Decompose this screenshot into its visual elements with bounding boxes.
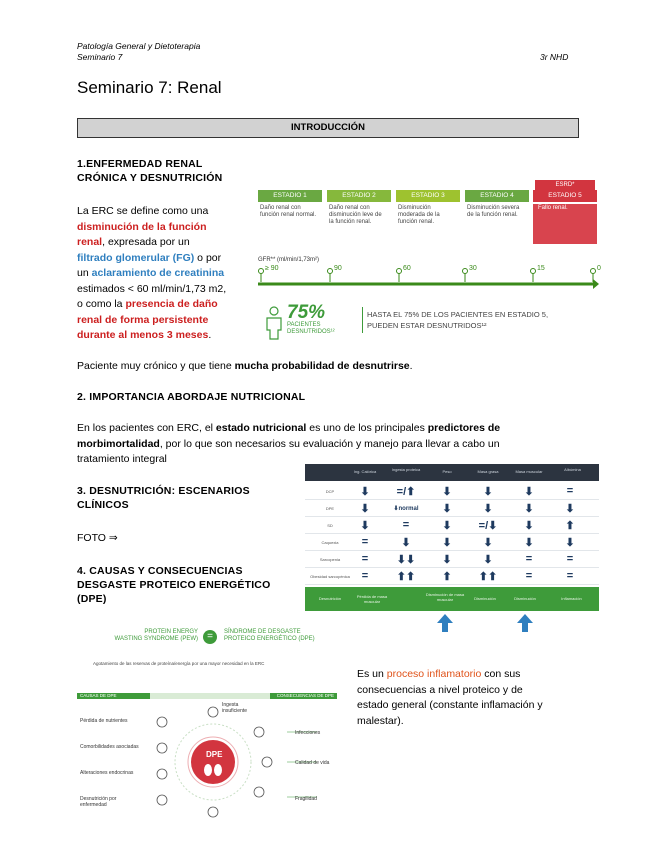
table-row-label: DPE [325, 506, 335, 511]
sec2-title: 2. IMPORTANCIA ABORDAJE NUTRICIONAL [77, 391, 306, 403]
table-cell: ⬆⬆ [396, 571, 416, 583]
sec1-paragraph: La ERC se define como una disminución de la función renal, expresada por un filtrado glomerular (FG) o por un aclaramiento de creatinina estimados < 60 ml/min/1,73 m2, o como la presencia de daño renal de forma persistente durante al menos 3 meses. [77, 205, 227, 341]
dpe-center-label: DPE [206, 750, 223, 759]
table-cell: ⬇ [483, 537, 493, 549]
sec3-title: 3. DESNUTRICIÓN: ESCENARIOS CLÍNICOS [77, 485, 250, 511]
table-cell: ⬇ [524, 520, 534, 532]
table-row [305, 567, 599, 568]
table-cell: =/⬇ [478, 520, 498, 532]
table-cell: ⬇ [442, 554, 452, 566]
table-row-label: Sarcopenia [319, 557, 341, 562]
sec2-paragraph: En los pacientes con ERC, el estado nutricional es uno de los principales predictores de morbimortalidad, por lo que son necesarios su evaluación y manejo para llevar a cabo un tratamiento integral [77, 422, 501, 465]
dpe-consequence: Fragilidad [295, 796, 317, 802]
gfr-label: GFR** (ml/min/1,73m²) [258, 257, 320, 263]
equals-icon: = [203, 630, 217, 644]
table-cell: ⬆ [565, 520, 575, 532]
table-cell: ⬇ [565, 503, 575, 515]
sec1-title: 1.ENFERMEDAD RENAL CRÓNICA Y DESNUTRICIÓN [77, 158, 223, 184]
stage-3-desc: Disminución moderada de la función renal. [398, 205, 440, 225]
gfr-tick: 90 [334, 265, 342, 272]
table-footer-cell: Disminución [474, 596, 496, 601]
table-cell: = [402, 519, 410, 531]
table-row-label: DCP [325, 489, 335, 494]
table-row [305, 516, 599, 517]
dpe-right-header: CONSECUENCIAS DE DPE [270, 693, 337, 699]
dpe-cause: Pérdida de nutrientes [80, 718, 128, 724]
table-cell: ⬆⬆ [478, 571, 498, 583]
gfr-scale [255, 262, 600, 292]
table-header: Masa muscular [515, 469, 543, 474]
table-cell: = [566, 485, 574, 497]
dpe-subtitle: Agotamiento de las reservas de proteína/energía por una mayor necesidad en la ERC [93, 661, 265, 666]
table-cell: ⬇ [524, 503, 534, 515]
table-header: Ing. Calórica [353, 469, 377, 474]
stage-4-desc: Disminución severa de la función renal. [467, 205, 520, 218]
dpe-top-item: Ingesta insuficiente [222, 702, 248, 714]
table-cell: ⬇ [442, 503, 452, 515]
table-footer-cell: Desnutrición [318, 596, 342, 601]
dpe-cause: Alteraciones endocrinas [80, 770, 134, 776]
gfr-tick: ≥ 90 [265, 265, 279, 272]
stage-5-desc: Fallo renal. [538, 205, 568, 211]
stage-4-label: ESTADIO 4 [465, 190, 529, 202]
table-cell: ⬇ [483, 503, 493, 515]
table-cell: = [525, 553, 533, 565]
dpe-cause: Desnutrición por enfermedad [80, 796, 117, 808]
up-arrow-icon [516, 613, 534, 633]
table-cell: ⬇ [524, 486, 534, 498]
table-cell: ⬇ [442, 520, 452, 532]
table-cell: ⬇ [401, 537, 411, 549]
table-cell: = [361, 570, 369, 582]
table-cell: =/⬆ [396, 486, 416, 498]
table-footer-cell: Inflamación [561, 596, 582, 601]
table-row [305, 533, 599, 534]
stage-5-label: ESTADIO 5 [533, 190, 597, 202]
pew-title: PROTEIN ENERGY WASTING SYNDROME (PEW) [114, 629, 198, 642]
table-row-label: SD [327, 523, 333, 528]
dpe-cause: Comorbilidades asociadas [80, 744, 139, 750]
stat-caption: PACIENTES DESNUTRIDOS¹² [287, 322, 335, 335]
page-title: Seminario 7: Renal [77, 78, 222, 97]
table-header: Masa grasa [477, 469, 499, 474]
stage-1-label: ESTADIO 1 [258, 190, 322, 202]
table-cell: ⬇ [524, 537, 534, 549]
foto-pointer: FOTO ⇒ [77, 532, 118, 544]
table-header: Albúmina [564, 467, 581, 472]
gfr-tick: 0 [597, 265, 601, 272]
table-cell: ⬇ [360, 503, 370, 515]
table-cell: = [361, 536, 369, 548]
table-row [305, 584, 599, 585]
stage-3-label: ESTADIO 3 [396, 190, 460, 202]
table-footer-cell: Disminución de masa muscular [425, 592, 465, 602]
stat-divider [362, 307, 363, 333]
header-course: Patología General y Dietoterapia [77, 41, 201, 51]
gfr-tick: 15 [537, 265, 545, 272]
table-cell: = [361, 553, 369, 565]
dpe-consequence: Infecciones [295, 730, 321, 736]
dpe-left-header: CAUSAS DE DPE [77, 693, 150, 699]
table-cell: ⬇⬇ [396, 554, 416, 566]
section-banner-intro: INTRODUCCIÓN [77, 118, 579, 138]
table-cell: ⬇ [565, 537, 575, 549]
gfr-tick: 30 [469, 265, 477, 272]
table-cell: = [566, 570, 574, 582]
table-footer-cell: Disminución [514, 596, 536, 601]
header-seminar: Seminario 7 [77, 52, 123, 62]
gfr-tick: 60 [403, 265, 411, 272]
table-cell: ⬇normal [393, 506, 419, 512]
table-cell: ⬇ [483, 554, 493, 566]
dpe-title: SÍNDROME DE DESGASTE PROTEICO ENERGÉTICO (DPE) [224, 629, 315, 642]
table-footer-cell: Pérdida de masa muscular [356, 594, 388, 604]
table-header: Peso [442, 469, 452, 474]
stage-1-desc: Daño renal con función renal normal. [260, 205, 317, 218]
table-cell: ⬇ [483, 486, 493, 498]
table-row [305, 550, 599, 551]
header-group: 3r NHD [540, 52, 569, 62]
esrd-label: ESRD* [535, 180, 595, 191]
stat-text: HASTA EL 75% DE LOS PACIENTES EN ESTADIO 5, PUEDEN ESTAR DESNUTRIDOS¹² [367, 310, 549, 330]
sec4-title: 4. CAUSAS Y CONSECUENCIAS DESGASTE PROTEICO ENERGÉTICO (DPE) [77, 565, 271, 605]
table-header: Ingesta proteica [391, 467, 421, 472]
table-cell: = [566, 553, 574, 565]
table-row-label: Caquexia [321, 540, 339, 545]
stat-value: 75% [287, 302, 326, 323]
patient-paragraph: Paciente muy crónico y que tiene mucha probabilidad de desnutrirse. [77, 360, 413, 372]
dpe-consequence: Calidad de vida [295, 760, 330, 766]
stage-2-desc: Daño renal con disminución leve de la función renal. [329, 205, 382, 225]
table-row-label: Obesidad sarcopénica [310, 574, 350, 579]
table-cell: = [525, 570, 533, 582]
table-cell: ⬆ [442, 571, 452, 583]
person-icon [263, 306, 285, 340]
table-cell: ⬇ [360, 520, 370, 532]
up-arrow-icon [436, 613, 454, 633]
table-row [305, 499, 599, 500]
table-cell: ⬇ [360, 486, 370, 498]
table-cell: ⬇ [442, 537, 452, 549]
stage-2-label: ESTADIO 2 [327, 190, 391, 202]
inflammation-paragraph: Es un proceso inflamatorio con sus consecuencias a nivel proteico y de estado general (constante inflamación y malestar). [357, 668, 543, 727]
table-cell: ⬇ [442, 486, 452, 498]
